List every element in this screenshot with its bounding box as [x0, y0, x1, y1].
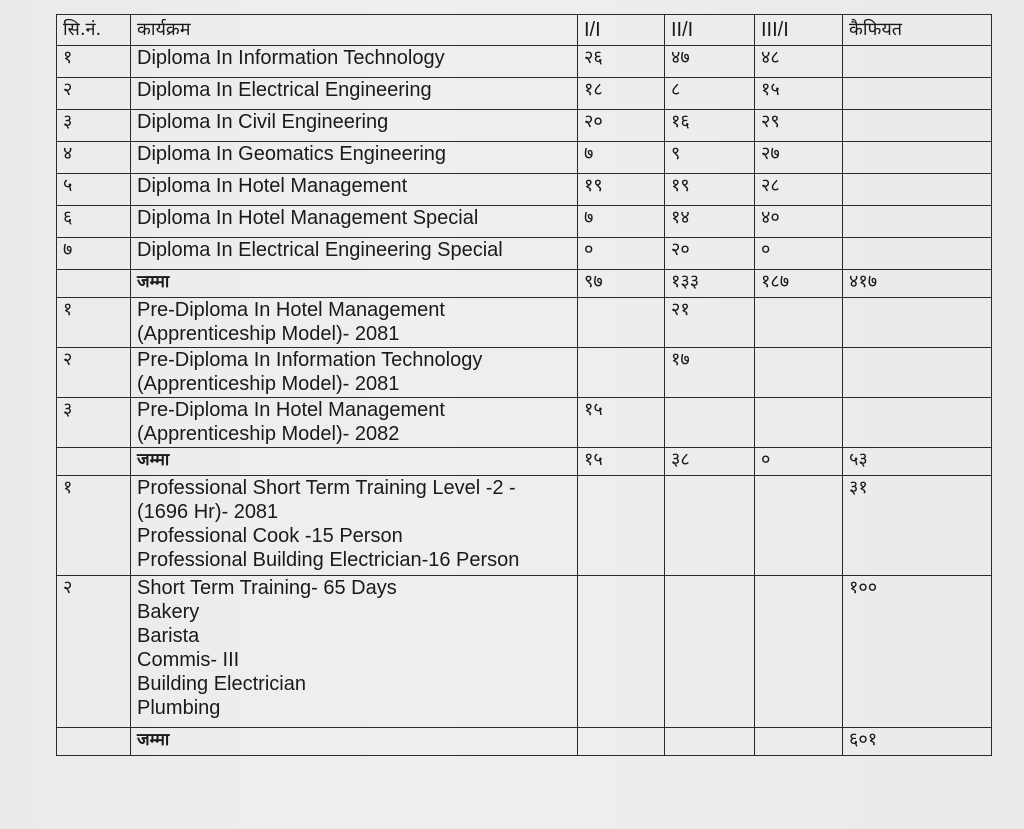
total-year1: १५: [578, 448, 665, 476]
cell-remarks: [843, 142, 992, 174]
diploma-total-row: [57, 270, 992, 298]
cell-year1: १९: [578, 174, 665, 206]
cell-remarks: [843, 46, 992, 78]
total-year1: ९७: [578, 270, 665, 298]
cell-sn: १: [57, 476, 131, 576]
total-year2: १३३: [665, 270, 755, 298]
program-line: Professional Building Electrician-16 Person: [137, 549, 520, 571]
cell-sn: ६: [57, 206, 131, 238]
cell-year2: १४: [665, 206, 755, 238]
cell-sn: ७: [57, 238, 131, 270]
cell-year3: २८: [755, 174, 843, 206]
cell-year3: [755, 348, 843, 398]
cell-sn: ५: [57, 174, 131, 206]
program-line: (Apprenticeship Model)- 2081: [137, 373, 400, 395]
total-label: जम्मा: [131, 270, 578, 298]
cell-year1: [578, 476, 665, 576]
cell-program: [131, 476, 578, 576]
cell-sn: १: [57, 46, 131, 78]
program-line: Professional Cook -15 Person: [137, 525, 403, 547]
program-line: Pre-Diploma In Information Technology: [137, 349, 483, 371]
table-row: [57, 142, 992, 174]
cell-sn-empty: [57, 270, 131, 298]
cell-year1: ०: [578, 238, 665, 270]
cell-program: [131, 398, 578, 448]
cell-year1: १८: [578, 78, 665, 110]
cell-year2: [665, 398, 755, 448]
cell-year2: २०: [665, 238, 755, 270]
header-program: कार्यक्रम: [131, 15, 578, 46]
cell-year1: [578, 728, 665, 756]
program-line: Building Electrician: [137, 673, 306, 695]
cell-program: Diploma In Geomatics Engineering: [131, 142, 578, 174]
table-row: [57, 174, 992, 206]
cell-year3: २९: [755, 110, 843, 142]
grand-total-row: [57, 728, 992, 756]
cell-program: Diploma In Information Technology: [131, 46, 578, 78]
table-row: [57, 206, 992, 238]
table-row: [57, 46, 992, 78]
cell-remarks: [843, 206, 992, 238]
cell-year3: [755, 298, 843, 348]
cell-program: [131, 298, 578, 348]
cell-sn: २: [57, 348, 131, 398]
cell-program: Diploma In Civil Engineering: [131, 110, 578, 142]
cell-sn: ३: [57, 398, 131, 448]
cell-remarks: १००: [843, 576, 992, 728]
header-remarks: कैफियत: [843, 15, 992, 46]
prediploma-total-row: [57, 448, 992, 476]
cell-year1: १५: [578, 398, 665, 448]
cell-year3: ४०: [755, 206, 843, 238]
cell-year1: [578, 348, 665, 398]
cell-program: [131, 576, 578, 728]
total-year3: १८७: [755, 270, 843, 298]
cell-remarks: [843, 348, 992, 398]
cell-sn: २: [57, 78, 131, 110]
program-line: Short Term Training- 65 Days: [137, 577, 397, 599]
cell-remarks: ३१: [843, 476, 992, 576]
cell-year1: २६: [578, 46, 665, 78]
table-row: [57, 238, 992, 270]
program-line: (Apprenticeship Model)- 2082: [137, 423, 400, 445]
cell-year3: १५: [755, 78, 843, 110]
cell-sn: ४: [57, 142, 131, 174]
enrollment-table-container: [56, 14, 991, 756]
cell-sn: २: [57, 576, 131, 728]
cell-remarks: [843, 398, 992, 448]
cell-year3: [755, 398, 843, 448]
cell-program: Diploma In Hotel Management Special: [131, 206, 578, 238]
table-row: [57, 348, 992, 398]
cell-program: Diploma In Hotel Management: [131, 174, 578, 206]
program-line: Barista: [137, 625, 200, 647]
header-year2: II/I: [665, 15, 755, 46]
total-year2: ३८: [665, 448, 755, 476]
cell-year2: ८: [665, 78, 755, 110]
enrollment-table: [56, 14, 992, 756]
total-year3: ०: [755, 448, 843, 476]
cell-sn: १: [57, 298, 131, 348]
program-line: (1696 Hr)- 2081: [137, 501, 279, 523]
program-line: Plumbing: [137, 697, 221, 719]
program-line: (Apprenticeship Model)- 2081: [137, 323, 400, 345]
cell-year3: ४८: [755, 46, 843, 78]
cell-year1: ७: [578, 206, 665, 238]
cell-remarks: [843, 238, 992, 270]
cell-program: Diploma In Electrical Engineering Special: [131, 238, 578, 270]
cell-remarks: [843, 110, 992, 142]
cell-year2: [665, 576, 755, 728]
program-line: Pre-Diploma In Hotel Management: [137, 299, 445, 321]
total-label: जम्मा: [131, 448, 578, 476]
cell-year1: ७: [578, 142, 665, 174]
program-line: Commis- III: [137, 649, 240, 671]
cell-year2: ९: [665, 142, 755, 174]
table-row: [57, 398, 992, 448]
cell-year3: [755, 728, 843, 756]
cell-program: Diploma In Electrical Engineering: [131, 78, 578, 110]
cell-year1: [578, 576, 665, 728]
cell-year3: [755, 576, 843, 728]
cell-year2: [665, 728, 755, 756]
cell-year2: १९: [665, 174, 755, 206]
cell-year2: २१: [665, 298, 755, 348]
cell-remarks: [843, 298, 992, 348]
cell-year1: २०: [578, 110, 665, 142]
table-row: [57, 298, 992, 348]
cell-year2: [665, 476, 755, 576]
cell-sn: ३: [57, 110, 131, 142]
cell-sn-empty: [57, 728, 131, 756]
cell-year2: १६: [665, 110, 755, 142]
header-sn: सि.नं.: [57, 15, 131, 46]
header-year3: III/I: [755, 15, 843, 46]
cell-program: [131, 348, 578, 398]
table-row: [57, 576, 992, 728]
table-row: [57, 78, 992, 110]
cell-sn-empty: [57, 448, 131, 476]
program-line: Pre-Diploma In Hotel Management: [137, 399, 445, 421]
total-remarks: ५३: [843, 448, 992, 476]
cell-year3: [755, 476, 843, 576]
cell-year1: [578, 298, 665, 348]
program-line: Professional Short Term Training Level -2 -: [137, 477, 516, 499]
cell-remarks: [843, 78, 992, 110]
cell-remarks: [843, 174, 992, 206]
cell-year3: ०: [755, 238, 843, 270]
header-year1: I/I: [578, 15, 665, 46]
table-row: [57, 476, 992, 576]
cell-year2: १७: [665, 348, 755, 398]
total-label: जम्मा: [131, 728, 578, 756]
cell-year3: २७: [755, 142, 843, 174]
grand-total-remarks: ६०१: [843, 728, 992, 756]
header-row: [57, 15, 992, 46]
cell-year2: ४७: [665, 46, 755, 78]
total-remarks: ४१७: [843, 270, 992, 298]
table-row: [57, 110, 992, 142]
program-line: Bakery: [137, 601, 200, 623]
